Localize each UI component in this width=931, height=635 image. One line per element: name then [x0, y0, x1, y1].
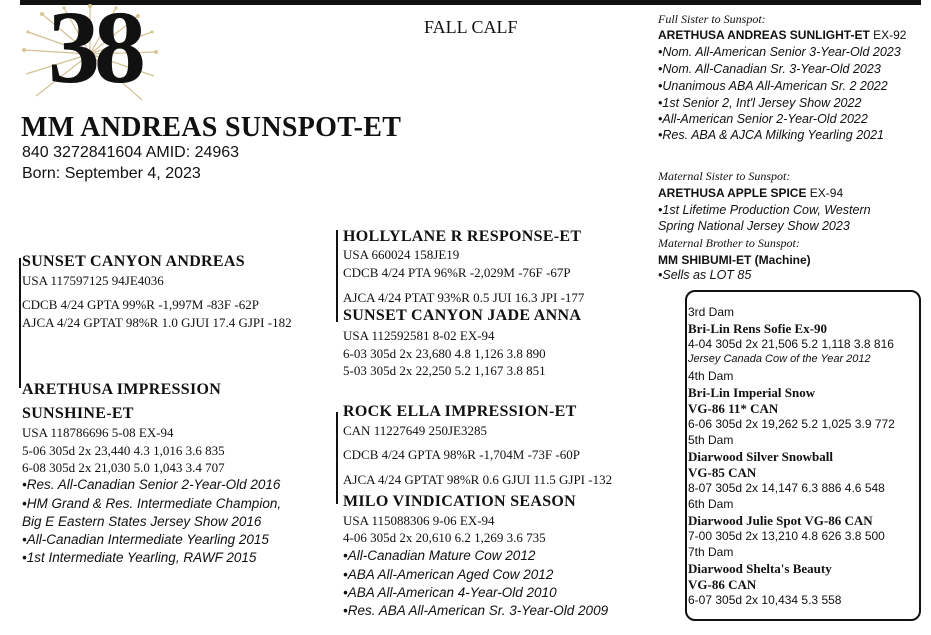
dams-sire-ajca: AJCA 4/24 GPTAT 98%R 0.6 GJUI 11.5 GJPI -132	[343, 472, 613, 487]
full-sister-award-2: •Nom. All-Canadian Sr. 3-Year-Old 2023	[658, 62, 881, 76]
fourth-dam-name-line2: VG-86 11* CAN	[688, 401, 779, 416]
full-sister-score: EX-92	[869, 28, 907, 42]
dam-name-line2: SUNSHINE-ET	[22, 405, 134, 422]
full-sister-award-4: •1st Senior 2, Int'l Jersey Show 2022	[658, 96, 862, 110]
fifth-dam-record: 8-07 305d 2x 14,147 6.3 886 4.6 548	[688, 481, 885, 495]
full-sister-award-3: •Unanimous ABA All-American Sr. 2 2022	[658, 79, 888, 93]
full-sister-award-6: •Res. ABA & AJCA Milking Yearling 2021	[658, 128, 885, 142]
pedigree-bracket-sire	[19, 258, 21, 388]
dams-sire-name: ROCK ELLA IMPRESSION-ET	[343, 403, 577, 420]
fourth-dam-record: 6-06 305d 2x 19,262 5.2 1,025 3.9 772	[688, 417, 895, 431]
sires-sire-ajca: AJCA 4/24 PTAT 93%R 0.5 JUI 16.3 JPI -177	[343, 290, 585, 305]
maternal-sister-heading: Maternal Sister to Sunspot:	[658, 169, 791, 183]
seventh-dam-name-line2: VG-86 CAN	[688, 577, 757, 592]
dam-award-1: •Res. All-Canadian Senior 2-Year-Old 2016	[22, 477, 281, 492]
maternal-sister-score: EX-94	[806, 186, 844, 200]
sires-dam-registration: USA 112592581 8-02 EX-94	[343, 328, 495, 343]
dams-dam-registration: USA 115088306 9-06 EX-94	[343, 513, 495, 528]
maternal-sister-name-line	[658, 186, 843, 200]
animal-ids: 840 3272841604 AMID: 24963	[22, 144, 240, 161]
seventh-dam-name-line1: Diarwood Shelta's Beauty	[688, 561, 832, 576]
sixth-dam-name: Diarwood Julie Spot VG-86 CAN	[688, 513, 873, 528]
sire-name: SUNSET CANYON ANDREAS	[22, 253, 245, 270]
dam-record-2: 6-08 305d 2x 21,030 5.0 1,043 3.4 707	[22, 460, 225, 475]
sires-sire-cdcb: CDCB 4/24 PTA 96%R -2,029M -76F -67P	[343, 265, 571, 280]
seventh-dam-record: 6-07 305d 2x 10,434 5.3 558	[688, 593, 842, 607]
fifth-dam-label: 5th Dam	[688, 433, 734, 447]
sires-dam-name: SUNSET CANYON JADE ANNA	[343, 307, 582, 324]
sixth-dam-record: 7-00 305d 2x 13,210 4.8 626 3.8 500	[688, 529, 885, 543]
pedigree-bracket-sires-parents	[336, 230, 338, 322]
sire-registration: USA 117597125 94JE4036	[22, 273, 164, 288]
animal-name: MM ANDREAS SUNSPOT-ET	[21, 112, 402, 143]
sire-ajca: AJCA 4/24 GPTAT 98%R 1.0 GJUI 17.4 GJPI -182	[22, 315, 292, 330]
full-sister-heading: Full Sister to Sunspot:	[658, 12, 766, 26]
dams-dam-award-3: •ABA All-American 4-Year-Old 2010	[343, 585, 557, 600]
dams-sire-cdcb: CDCB 4/24 GPTA 98%R -1,704M -73F -60P	[343, 447, 580, 462]
sires-dam-record-2: 5-03 305d 2x 22,250 5.2 1,167 3.8 851	[343, 363, 546, 378]
dam-award-4: •All-Canadian Intermediate Yearling 2015	[22, 532, 269, 547]
dams-dam-award-4: •Res. ABA All-American Sr. 3-Year-Old 2009	[343, 603, 609, 618]
dams-dam-record: 4-06 305d 2x 20,610 6.2 1,269 3.6 735	[343, 530, 546, 545]
dam-record-1: 5-06 305d 2x 23,440 4.3 1,016 3.6 835	[22, 443, 225, 458]
sire-cdcb: CDCB 4/24 GPTA 99%R -1,997M -83F -62P	[22, 297, 259, 312]
third-dam-award: Jersey Canada Cow of the Year 2012	[688, 353, 871, 365]
category-label: FALL CALF	[424, 17, 518, 37]
dam-award-3: Big E Eastern States Jersey Show 2016	[22, 514, 262, 529]
full-sister-name-line	[658, 28, 906, 42]
sixth-dam-label: 6th Dam	[688, 497, 734, 511]
birth-date: Born: September 4, 2023	[22, 165, 201, 182]
dams-dam-award-2: •ABA All-American Aged Cow 2012	[343, 567, 554, 582]
lot-number-graphic	[20, 0, 160, 112]
sires-sire-registration: USA 660024 158JE19	[343, 247, 460, 262]
full-sister-award-1: •Nom. All-American Senior 3-Year-Old 2023	[658, 45, 901, 59]
full-sister-name: ARETHUSA ANDREAS SUNLIGHT-ET	[658, 28, 870, 42]
sires-dam-record-1: 6-03 305d 2x 23,680 4.8 1,126 3.8 890	[343, 346, 546, 361]
dams-dam-name: MILO VINDICATION SEASON	[343, 493, 577, 510]
dam-name-line1: ARETHUSA IMPRESSION	[22, 381, 222, 398]
maternal-brother-name: MM SHIBUMI-ET (Machine)	[658, 253, 811, 267]
dam-registration: USA 118786696 5-08 EX-94	[22, 425, 174, 440]
third-dam-record: 4-04 305d 2x 21,506 5.2 1,118 3.8 816	[688, 337, 894, 351]
fourth-dam-label: 4th Dam	[688, 369, 734, 383]
maternal-sister-name: ARETHUSA APPLE SPICE	[658, 186, 807, 200]
dam-award-2: •HM Grand & Res. Intermediate Champion,	[22, 496, 282, 511]
fifth-dam-name-line2: VG-85 CAN	[688, 465, 757, 480]
pedigree-bracket-dams-parents	[336, 412, 338, 504]
fourth-dam-name-line1: Bri-Lin Imperial Snow	[688, 385, 816, 400]
maternal-sister-award-2: Spring National Jersey Show 2023	[658, 219, 850, 233]
third-dam-name: Bri-Lin Rens Sofie Ex-90	[688, 321, 828, 336]
dams-sire-registration: CAN 11227649 250JE3285	[343, 423, 487, 438]
dam-award-5: •1st Intermediate Yearling, RAWF 2015	[22, 550, 257, 565]
sires-sire-name: HOLLYLANE R RESPONSE-ET	[343, 228, 582, 245]
maternal-sister-award-1: •1st Lifetime Production Cow, Western	[658, 203, 871, 217]
maternal-brother-note: •Sells as LOT 85	[658, 268, 752, 282]
dams-dam-award-1: •All-Canadian Mature Cow 2012	[343, 548, 536, 563]
maternal-brother-heading: Maternal Brother to Sunspot:	[658, 236, 800, 250]
third-dam-label: 3rd Dam	[688, 305, 735, 319]
seventh-dam-label: 7th Dam	[688, 545, 734, 559]
fifth-dam-name-line1: Diarwood Silver Snowball	[688, 449, 833, 464]
lot-number: 38	[48, 0, 140, 105]
full-sister-award-5: •All-American Senior 2-Year-Old 2022	[658, 112, 868, 126]
